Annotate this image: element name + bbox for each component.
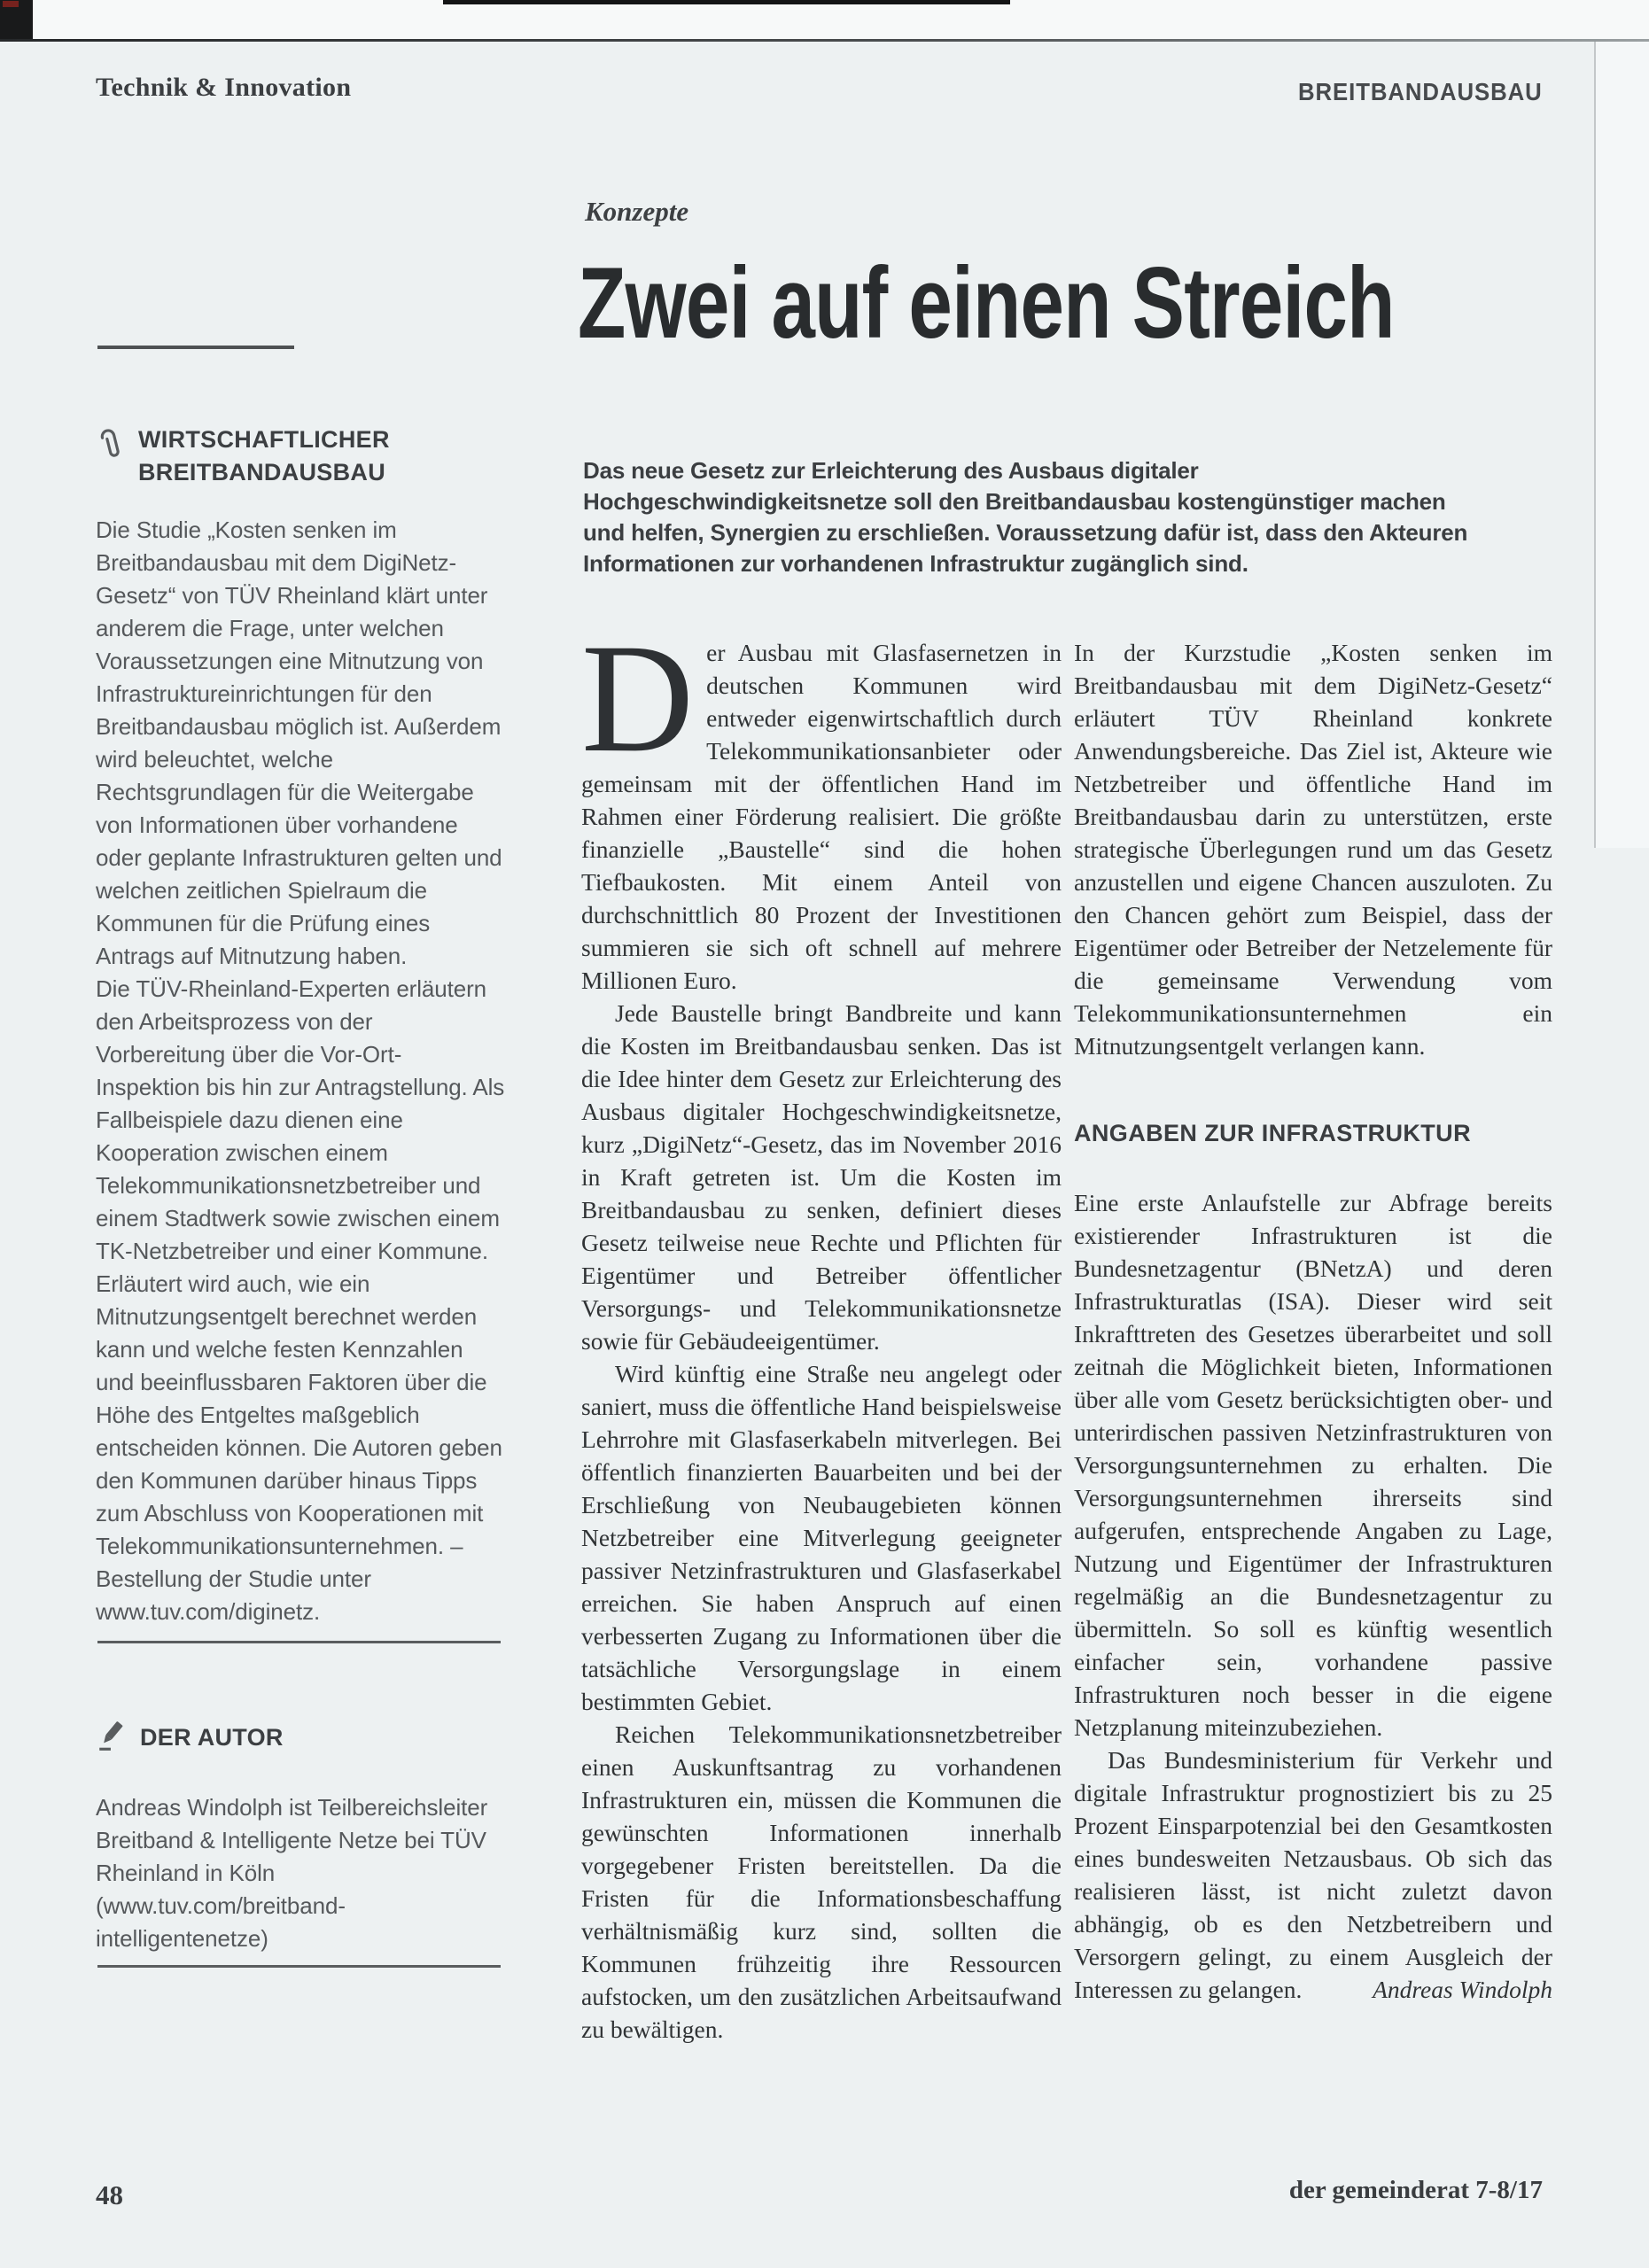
article-lede: Das neue Gesetz zur Erleichterung des Ausbaus digitaler Hochgeschwindigkeitsnetze soll den Breitbandausbau kostengünstiger machen und helfen, Synergien zu erschließen. Voraussetzung dafür ist, dass den Akteuren Informationen zur vorhandenen Infrastruktur zugänglich sind. [583, 457, 1468, 577]
paperclip-icon [96, 425, 126, 469]
headline-rule [97, 346, 294, 349]
article-paragraph: Wird künftig eine Straße neu angelegt oder saniert, muss die öffentliche Hand beispielsweise Lehrrohre mit Glasfaserkabeln mitverlegen. Bei öffentlich finanzierten Bauarbeiten und bei der Erschließung von Neubaugebieten können Netzbetreiber eine Mitverlegung geeigneter passiver Netzinfrastrukturen und Glasfaserkabel erreichen. Sie haben Anspruch auf einen verbesserten Zugang zu Informationen über die tatsächliche Versorgungslage in einem bestimmten Gebiet. [581, 1360, 1062, 1715]
author-signature: Andreas Windolph [1373, 1976, 1552, 2004]
author-bio: Andreas Windolph ist Teilbereichsleiter Breitband & Intelligente Netze bei TÜV Rheinland in Köln (www.tuv.com/breitband-intelligentenetze) [96, 1794, 488, 1952]
sidebar-divider [97, 1641, 501, 1643]
headline: Zwei auf einen Streich [578, 247, 1395, 360]
infobox-header [96, 423, 505, 489]
author-box-header [96, 1719, 284, 1757]
author-box-title: DER AUTOR [140, 1724, 284, 1751]
scan-right-strip [1596, 42, 1649, 848]
topic-label: BREITBANDAUSBAU [1298, 78, 1543, 105]
scan-edge-strip [0, 0, 1649, 41]
kicker: Konzepte [585, 196, 689, 227]
sidebar-infobox [96, 423, 505, 1628]
article-paragraph: In der Kurzstudie „Kosten senken im Breitbandausbau mit dem DigiNetz-Gesetz“ erläutert TÜV Rheinland konkrete Anwendungsbereiche. Das Ziel ist, Akteure wie Netzbetreiber und öffentliche Hand im Breitbandausbau darin zu unterstützen, erste strategische Überlegungen rund um das Gesetz anzustellen und eigene Chancen auszuloten. Zu den Chancen gehört zum Beispiel, dass der Eigentümer oder Betreiber der Netzelemente für die gemeinsame Verwendung vom Telekommunikationsunternehmen ein Mitnutzungsentgelt verlangen kann. [1074, 639, 1552, 1060]
article-subhead: ANGABEN ZUR INFRASTRUKTUR [1074, 1120, 1471, 1146]
scan-red-mark [3, 1, 19, 7]
paragraph-text: Das Bundesministerium für Verkehr und digitale Infrastruktur prognostiziert bis zu 25 Prozent Einsparpotenzial bei den Gesamtkosten eines bundesweiten Netzausbaus. Ob sich das realisieren lässt, ist nicht zuletzt davon abhängig, ob es den Netzbetreibern und Versorgern gelingt, zu einem Ausgleich der Interessen zu gelangen. [1074, 1746, 1552, 2004]
article-column-1 [581, 612, 1062, 2046]
article-paragraph [1074, 1744, 1552, 2006]
article-paragraph [581, 612, 1062, 997]
article-paragraph: Eine erste Anlaufstelle zur Abfrage bereits existierender Infrastrukturen ist die Bundesnetzagentur (BNetzA) und deren Infrastrukturatlas (ISA). Dieser wird seit Inkrafttreten des Gesetzes überarbeitet und soll zeitnah die Möglichkeit bieten, Informationen über alle vom Gesetz berücksichtigten ober- und unterirdischen passiven Netzinfrastrukturen von Versorgungsunternehmen zu erhalten. Die Versorgungsunternehmen ihrerseits sind aufgerufen, entsprechende Angaben zu Lage, Nutzung und Eigentümer der Infrastrukturen regelmäßig an die Bundesnetzagentur zu übermitteln. So soll es künftig wesentlich einfacher sein, vorhandene passive Infrastrukturen noch besser in die eigene Netzplanung miteinzubeziehen. [1074, 1189, 1552, 1742]
drop-cap: D [581, 612, 695, 785]
infobox-title [138, 423, 390, 489]
infobox-paragraph: Die Studie „Kosten senken im Breitbandausbau mit dem DigiNetz-Gesetz“ von TÜV Rheinland klärt unter anderem die Frage, unter welchen Voraussetzungen eine Mitnutzung von Infrastruktureinrichtungen für den Breitbandausbau möglich ist. Außerdem wird beleuchtet, welche Rechtsgrundlagen für die Weitergabe von Informationen über vorhandene oder geplante Infrastrukturen gelten und welchen zeitlichen Spielraum die Kommunen für die Prüfung eines Antrags auf Mitnutzung haben. [96, 517, 502, 969]
scan-streak [443, 0, 1010, 4]
paragraph-text: er Ausbau mit Glasfasernetzen in deutschen Kommunen wird entweder eigenwirtschaftlich durch Telekommunikationsanbieter oder gemeinsam mit der öffentlichen Hand im Rahmen einer Förderung realisiert. Die größte finanzielle „Baustelle“ sind die hohen Tiefbaukosten. Mit einem Anteil von durchschnittlich 80 Prozent der Investitionen summieren sie sich oft schnell auf mehrere Millionen Euro. [581, 639, 1062, 994]
article-paragraph: Reichen Telekommunikationsnetzbetreiber einen Auskunftsantrag zu vorhandenen Infrastrukturen ein, müssen die Kommunen die gewünschten Informationen innerhalb vorgegebener Fristen bereitstellen. Da die Fristen für die Informationsbeschaffung verhältnismäßig kurz sind, sollten die Kommunen frühzeitig ihre Ressourcen aufstocken, um den zusätzlichen Arbeitsaufwand zu bewältigen. [581, 1720, 1062, 2043]
article-paragraph: Jede Baustelle bringt Bandbreite und kann die Kosten im Breitbandausbau senken. Das ist die Idee hinter dem Gesetz zur Erleichterung des Ausbaus digitaler Hochgeschwindigkeitsnetze, kurz „DigiNetz“-Gesetz, das im November 2016 in Kraft getreten ist. Um die Kosten im Breitbandausbau zu senken, definiert dieses Gesetz teilweise neue Rechte und Pflichten für Eigentümer und Betreiber öffentlicher Versorgungs- und Telekommunikationsnetze sowie für Gebäudeeigentümer. [581, 999, 1062, 1355]
infobox-paragraph: Die TÜV-Rheinland-Experten erläutern den Arbeitsprozess von der Vorbereitung über die Vor-Ort-Inspektion bis hin zur Antragstellung. Als Fallbeispiele dazu dienen eine Kooperation zwischen einem Telekommunikationsnetzbetreiber und einem Stadtwerk sowie zwischen einem TK-Netzbetreiber und einer Kommune. [96, 975, 505, 1264]
infobox-paragraph: Erläutert wird auch, wie ein Mitnutzungsentgelt berechnet werden kann und welche festen Kennzahlen und beeinflussbaren Faktoren über die Höhe des Entgeltes maßgeblich entscheiden können. Die Autoren geben den Kommunen darüber hinaus Tipps zum Abschluss von Kooperationen mit Telekommunikationsunternehmen. – Bestellung der Studie unter www.tuv.com/diginetz. [96, 1270, 502, 1625]
infobox-title-line2: BREITBANDAUSBAU [138, 459, 385, 485]
pencil-icon [96, 1720, 128, 1757]
page-number: 48 [96, 2179, 123, 2210]
infobox-title-line1: WIRTSCHAFTLICHER [138, 426, 390, 453]
section-label: Technik & Innovation [96, 73, 352, 102]
magazine-issue: der gemeinderat 7-8/17 [1288, 2176, 1543, 2204]
scan-top-line [0, 39, 1649, 42]
article-column-2 [1074, 636, 1552, 2006]
author-divider [97, 1965, 501, 1968]
scan-right-line [1594, 42, 1596, 848]
